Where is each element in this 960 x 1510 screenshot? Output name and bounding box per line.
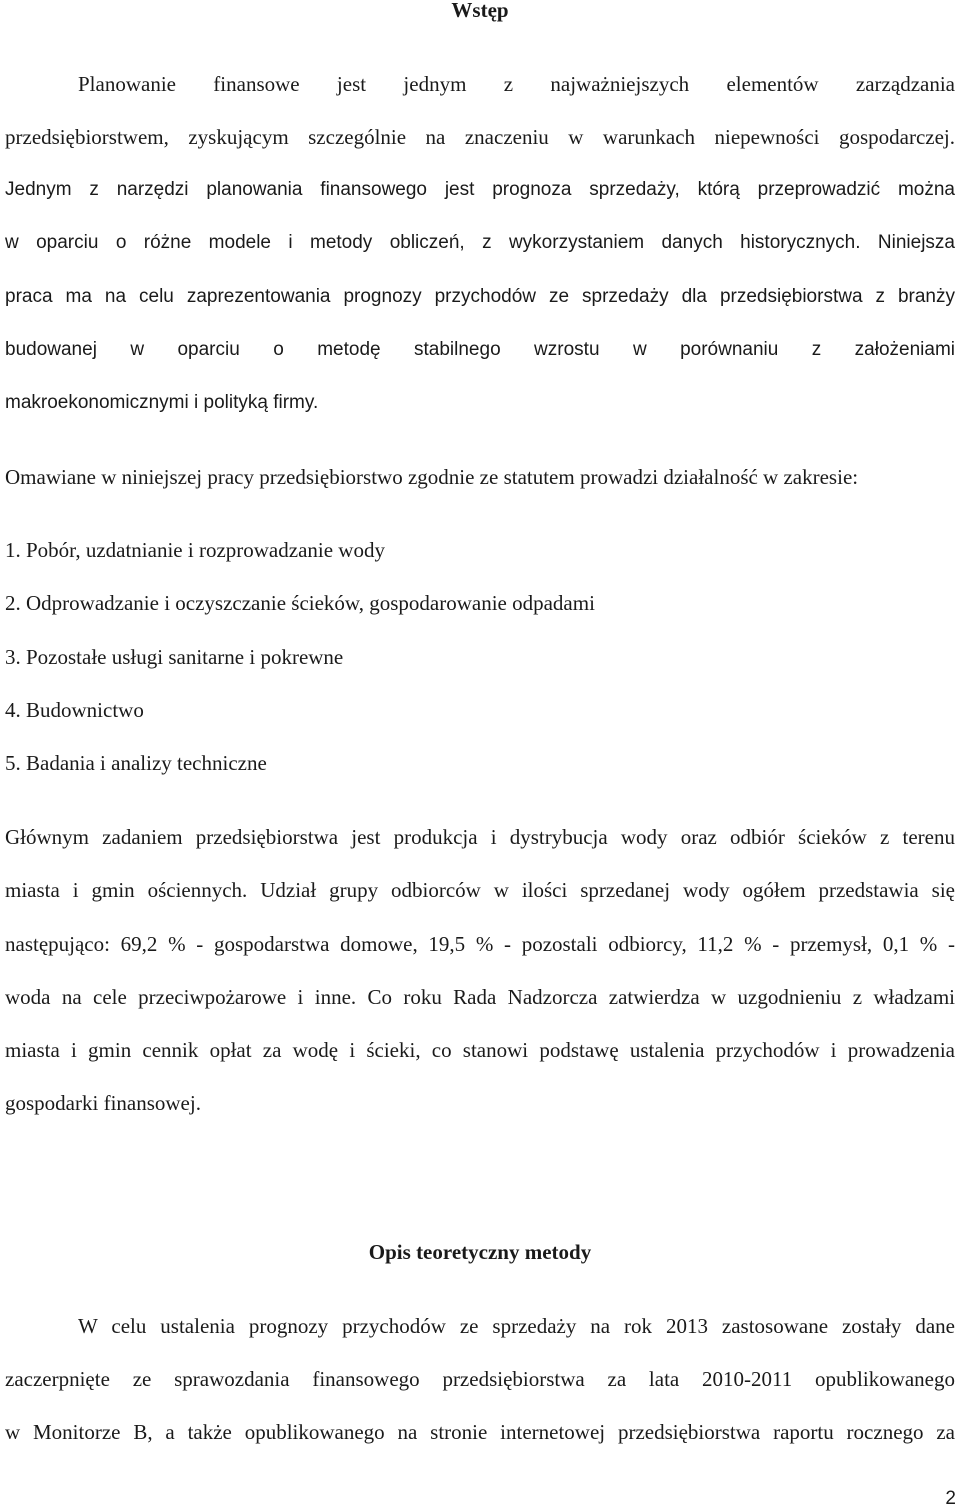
paragraph-line: W celu ustalenia prognozy przychodów ze sprzedaży na rok 2013 zastosowane zostały dane bbox=[78, 1314, 955, 1338]
paragraph-line: miasta i gmin cennik opłat za wodę i ścieki, co stanowi podstawę ustalenia przychodów i prowadzenia bbox=[5, 1038, 955, 1062]
paragraph-line: zaczerpnięte ze sprawozdania finansowego przedsiębiorstwa za lata 2010-2011 opublikowanego bbox=[5, 1367, 955, 1391]
paragraph-line: miasta i gmin ościennych. Udział grupy odbiorców w ilości sprzedanej wody ogółem przedstawia się bbox=[5, 878, 955, 902]
heading-method: Opis teoretyczny metody bbox=[368, 1240, 592, 1264]
paragraph-line: Omawiane w niniejszej pracy przedsiębiorstwo zgodnie ze statutem prowadzi działalność w zakresie: bbox=[5, 465, 859, 489]
list-item: 1. Pobór, uzdatnianie i rozprowadzanie wody bbox=[5, 538, 385, 562]
paragraph-line: następująco: 69,2 % - gospodarstwa domowe, 19,5 % - pozostali odbiorcy, 11,2 % - przemysł, 0,1 % - bbox=[5, 932, 955, 956]
paragraph-line: w oparciu o różne modele i metody obliczeń, z wykorzystaniem danych historycznych. Niniejsza bbox=[5, 232, 955, 253]
paragraph-line: gospodarki finansowej. bbox=[5, 1091, 201, 1115]
list-item: 4. Budownictwo bbox=[5, 698, 144, 722]
list-item: 3. Pozostałe usługi sanitarne i pokrewne bbox=[5, 645, 344, 669]
paragraph-line: makroekonomicznymi i polityką firmy. bbox=[5, 392, 319, 413]
paragraph-line: budowanej w oparciu o metodę stabilnego wzrostu w porównaniu z założeniami bbox=[5, 339, 955, 360]
list-item: 2. Odprowadzanie i oczyszczanie ścieków, gospodarowanie odpadami bbox=[5, 591, 595, 615]
page-number: 2 bbox=[945, 1488, 956, 1509]
list-item: 5. Badania i analizy techniczne bbox=[5, 751, 267, 775]
paragraph-line: w Monitorze B, a także opublikowanego na stronie internetowej przedsiębiorstwa raportu rocznego za bbox=[5, 1420, 955, 1444]
heading-intro: Wstęp bbox=[451, 0, 509, 22]
paragraph-line: Głównym zadaniem przedsiębiorstwa jest produkcja i dystrybucja wody oraz odbiór ścieków z terenu bbox=[5, 825, 955, 849]
paragraph-line: Jednym z narzędzi planowania finansowego jest prognoza sprzedaży, którą przeprowadzić można bbox=[5, 179, 955, 200]
paragraph-line: woda na cele przeciwpożarowe i inne. Co roku Rada Nadzorcza zatwierdza w uzgodnieniu z władzami bbox=[5, 985, 955, 1009]
paragraph-line: Planowanie finansowe jest jednym z najważniejszych elementów zarządzania bbox=[78, 72, 955, 96]
paragraph-line: przedsiębiorstwem, zyskującym szczególnie na znaczeniu w warunkach niepewności gospodarczej. bbox=[5, 125, 955, 149]
paragraph-line: praca ma na celu zaprezentowania prognozy przychodów ze sprzedaży dla przedsiębiorstwa z branży bbox=[5, 286, 955, 307]
